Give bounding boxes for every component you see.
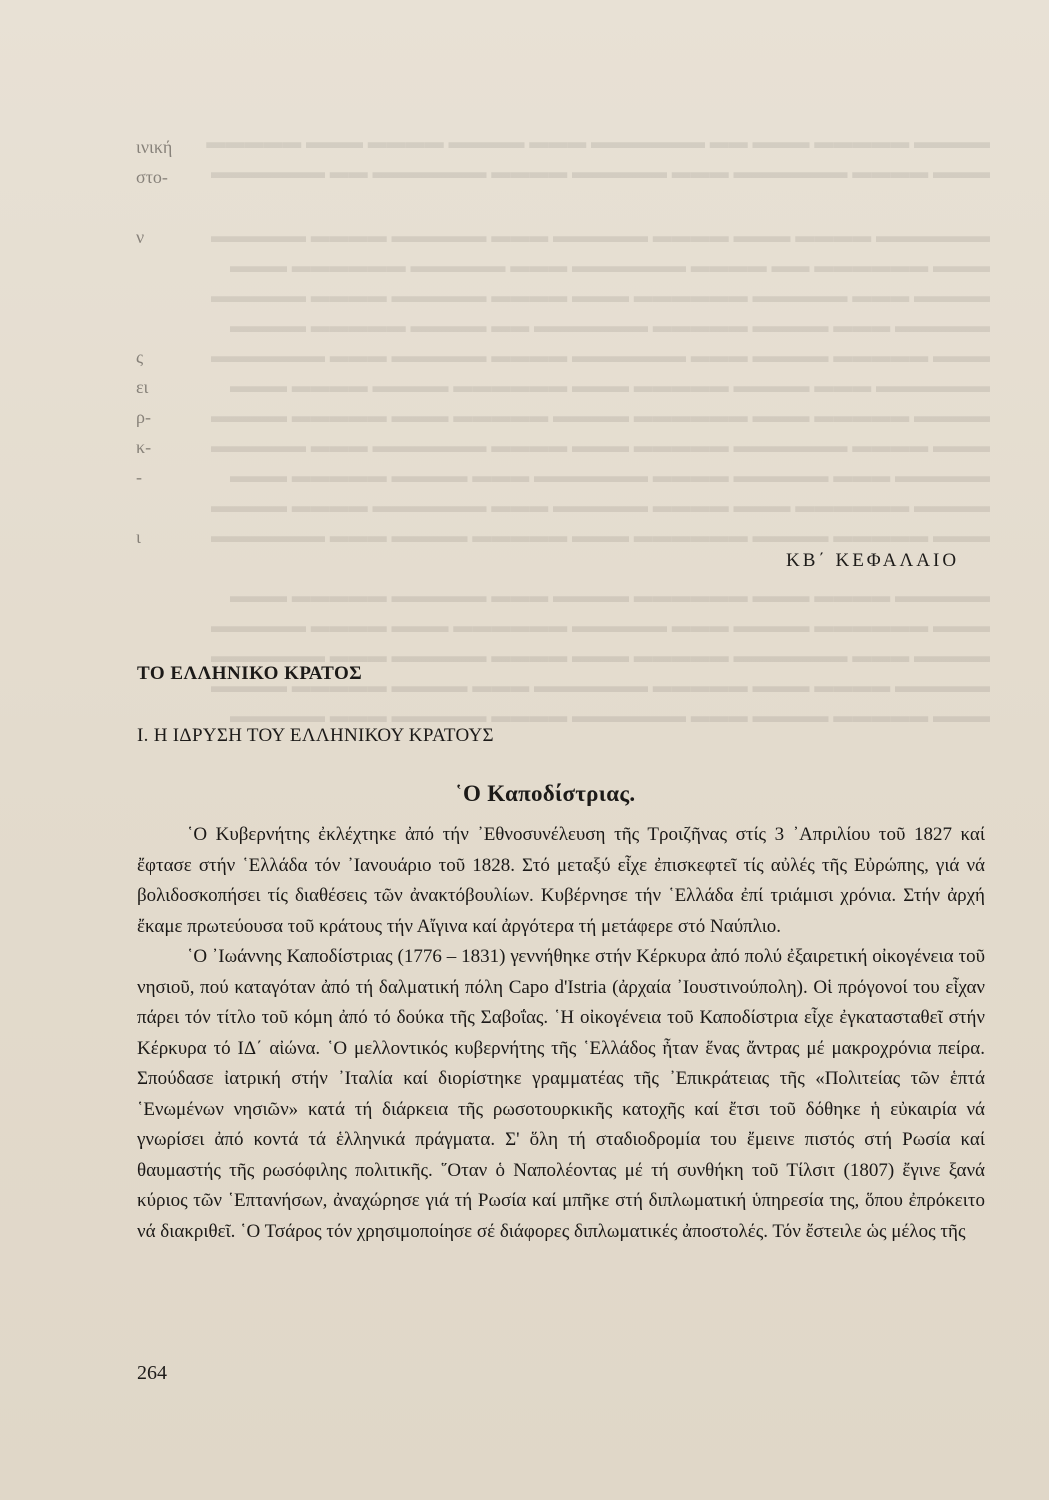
show-through-texture: ▬▬▬ ▬▬▬▬▬▬ ▬▬ ▬▬▬▬ ▬▬▬▬▬▬ ▬▬▬ ▬▬▬▬▬ ▬▬▬▬▬▬ ▬▬▬ [230, 256, 990, 277]
margin-fragment: ινική [136, 137, 173, 157]
show-through-texture: ▬▬▬▬▬ ▬▬▬▬ ▬▬▬ ▬▬▬▬▬▬ ▬▬▬▬ ▬▬▬ ▬▬▬▬▬ ▬▬▬▬▬ ▬▬▬ [230, 586, 990, 607]
margin-fragment: ς [136, 347, 144, 367]
show-through-texture: ▬▬▬▬▬ ▬▬▬ ▬▬▬▬▬ ▬▬▬▬ ▬▬▬▬▬▬ ▬▬▬ ▬▬▬▬ ▬▬▬▬▬ ▬▬▬ [230, 466, 990, 487]
margin-fragment: - [136, 467, 142, 487]
show-through-texture: ▬▬▬▬▬▬ ▬▬▬▬ ▬▬▬ ▬▬▬▬ ▬▬▬▬▬ ▬▬▬ ▬▬▬▬▬ ▬▬▬▬ ▬▬▬▬▬ [211, 226, 990, 247]
margin-fragment: στο- [136, 167, 168, 187]
show-through-texture: ▬▬▬ ▬▬▬▬▬ ▬▬▬▬ ▬▬▬ ▬▬▬▬▬▬ ▬▬▬▬ ▬▬▬▬▬ ▬▬▬ ▬▬▬▬▬ [230, 706, 990, 727]
margin-fragment: ει [136, 377, 149, 397]
show-through-texture: ▬▬▬▬ ▬▬▬▬▬▬ ▬▬▬ ▬▬▬▬ ▬▬▬▬▬ ▬▬▬ ▬▬▬▬▬▬ ▬▬▬▬ ▬▬▬▬ [211, 496, 990, 517]
margin-fragment: ν [136, 227, 145, 247]
margin-fragment: ι [136, 527, 141, 547]
show-through-texture: ▬▬▬ ▬▬▬▬▬ ▬▬▬▬ ▬▬▬▬▬▬ ▬▬▬ ▬▬▬▬▬ ▬▬▬▬ ▬▬▬ ▬▬▬▬▬▬ [211, 526, 990, 547]
margin-fragments [136, 132, 176, 552]
show-through-texture: ▬▬▬▬ ▬▬▬▬▬ ▬▬▬ ▬▬ ▬▬▬▬▬▬ ▬▬▬ ▬▬▬▬ ▬▬▬▬ ▬▬▬ ▬▬▬▬▬ [206, 132, 990, 153]
show-through-texture: ▬▬▬ ▬▬▬▬▬ ▬▬▬▬ ▬▬▬ ▬▬▬▬▬▬ ▬▬▬▬ ▬▬▬▬▬ ▬▬▬ ▬▬▬▬▬▬ [211, 346, 990, 367]
show-through-texture: ▬▬▬ ▬▬▬▬ ▬▬▬▬▬▬ ▬▬▬ ▬▬▬▬▬ ▬▬▬▬ ▬▬▬▬▬▬ ▬▬ ▬▬▬▬▬▬ [211, 162, 990, 183]
show-through-texture: ▬▬▬ ▬▬▬▬▬▬ ▬▬▬▬ ▬▬▬ ▬▬▬▬▬ ▬▬▬▬▬▬ ▬▬▬ ▬▬▬▬ ▬▬▬▬▬ [211, 616, 990, 637]
part-title: ΤΟ ΕΛΛΗΝΙΚΟ ΚΡΑΤΟΣ [137, 663, 363, 684]
margin-fragment [136, 492, 176, 522]
show-through-texture: ▬▬▬▬▬ ▬▬▬ ▬▬▬▬ ▬▬▬▬▬ ▬▬▬▬▬▬ ▬▬ ▬▬▬▬ ▬▬▬▬▬ ▬▬▬▬ [230, 316, 990, 337]
paragraph: ῾Ο Κυβερνήτης ἐκλέχτηκε ἀπό τήν ᾿Εθνοσυνέλευση τῆς Τροιζῆνας στίς 3 ᾿Απριλίου τοῦ 1827 καί ἔφτασε στήν ῾Ελλάδα τόν ᾿Ιανουάριο τοῦ 1828. Στό μεταξύ εἶχε ἐπισκεφτεῖ τίς αὐλές τῆς Εὐρώπης, γιά νά βολιδοσκοπήσει τίς διαθέσεις τῶν ἀνακτόβουλίων. Κυβέρνησε τήν ῾Ελλάδα ἐπί τριάμισι χρόνια. Στήν ἀρχή ἔκαμε πρωτεύουσα τοῦ κράτους τήν Αἴγινα καί ἀργότερα τή μετάφερε στό Ναύπλιο. [137, 824, 985, 937]
paragraph: ῾Ο ᾿Ιωάννης Καποδίστριας (1776 – 1831) γεννήθηκε στήν Κέρκυρα ἀπό πολύ ἐξαιρετική οἰκογένεια τοῦ νησιοῦ, πού καταγόταν ἀπό τή δαλματική πόλη Capo d'Istria (ἀρχαία ᾿Ιουστινούπολη). Οἱ πρόγονοί του εἶχαν πάρει τόν τίτλο τοῦ κόμη ἀπό τό δούκα τῆς Σαβοΐας. ῾Η οἰκογένεια τοῦ Καποδίστρια εἶχε ἐγκατασταθεῖ στήν Κέρκυρα τό ΙΔ΄ αἰώνα. ῾Ο μελλοντικός κυβερνήτης τῆς ῾Ελλάδος ἦταν ἕνας ἄντρας μέ μακροχρόνια πείρα. Σπούδασε ἰατρική στήν ᾿Ιταλία καί διορίστηκε γραμματέας τῆς ᾿Επικράτειας τῆς «Πολιτείας τῶν ἑπτά ῾Ενωμένων νησιῶν» κατά τή διάρκεια τῆς ρωσοτουρκικῆς κατοχῆς καί ἔτσι τοῦ δόθηκε ἡ εὐκαιρία νά γνωρίσει ἀπό κοντά τά ἑλληνικά πράγματα. Σ' ὅλη τή σταδιοδρομία του ἔμεινε πιστός στή Ρωσία καί θαυμαστής τῆς ρωσόφιλης πολιτικῆς. ῞Οταν ὁ Ναπολέοντας μέ τή συνθήκη τοῦ Τίλσιτ (1807) ἔγινε ξανά κύριος τῶν ῾Επτανήσων, ἀναχώρησε γιά τή Ρωσία καί μπῆκε στή διπλωματική ὑπηρεσία της, ὅπου ἐπρόκειτο νά διακριθεῖ. ῾Ο Τσάρος τόν χρησιμοποίησε σέ διάφορες διπλωματικές ἀποστολές. Τόν ἔστειλε ὡς μέλος τῆς [137, 946, 985, 1242]
margin-fragment [136, 282, 176, 312]
margin-fragment: κ- [136, 437, 152, 457]
section-title: Ι. Η ΙΔΡΥΣΗ ΤΟΥ ΕΛΛΗΝΙΚΟΥ ΚΡΑΤΟΥΣ [137, 725, 494, 746]
page-number: 264 [137, 1362, 167, 1384]
chapter-heading: ΚΒ΄ ΚΕΦΑΛΑΙΟ [786, 550, 960, 571]
margin-fragment: ρ- [136, 407, 151, 427]
show-through-texture: ▬▬▬▬ ▬▬▬▬▬ ▬▬▬ ▬▬▬▬▬▬ ▬▬▬▬ ▬▬▬▬▬ ▬▬▬ ▬▬▬▬▬ ▬▬▬▬ [211, 406, 990, 427]
body-text [137, 820, 985, 1247]
margin-fragment [136, 192, 176, 222]
margin-fragment [136, 312, 176, 342]
show-through-texture: ▬▬▬▬▬▬ ▬▬▬ ▬▬▬▬ ▬▬▬▬▬ ▬▬▬ ▬▬▬▬▬▬ ▬▬▬▬ ▬▬▬▬ ▬▬▬ [230, 376, 990, 397]
subsection-title: ῾Ο Καποδίστριας. [455, 781, 636, 806]
show-through-texture: ▬▬▬ ▬▬▬▬ ▬▬▬▬▬▬ ▬▬▬▬▬ ▬▬▬ ▬▬▬▬ ▬▬▬▬▬▬ ▬▬▬ ▬▬▬▬▬ [211, 436, 990, 457]
show-through-texture: ▬▬▬▬ ▬▬▬ ▬▬▬▬▬ ▬▬▬▬▬▬ ▬▬▬ ▬▬▬▬ ▬▬▬▬▬ ▬▬▬▬ ▬▬▬▬▬ [211, 286, 990, 307]
margin-fragment [136, 252, 176, 282]
show-through-texture: ▬▬▬▬▬ ▬▬▬▬ ▬▬▬ ▬▬▬▬▬ ▬▬▬▬▬▬ ▬▬▬ ▬▬▬▬ ▬▬▬▬▬ ▬▬▬▬ [211, 676, 990, 697]
show-through-texture: ▬▬▬▬ ▬▬▬ ▬▬▬▬▬▬ ▬▬▬▬▬ ▬▬▬ ▬▬▬▬ ▬▬▬▬▬ ▬▬▬ ▬▬▬▬▬▬ [211, 646, 990, 667]
